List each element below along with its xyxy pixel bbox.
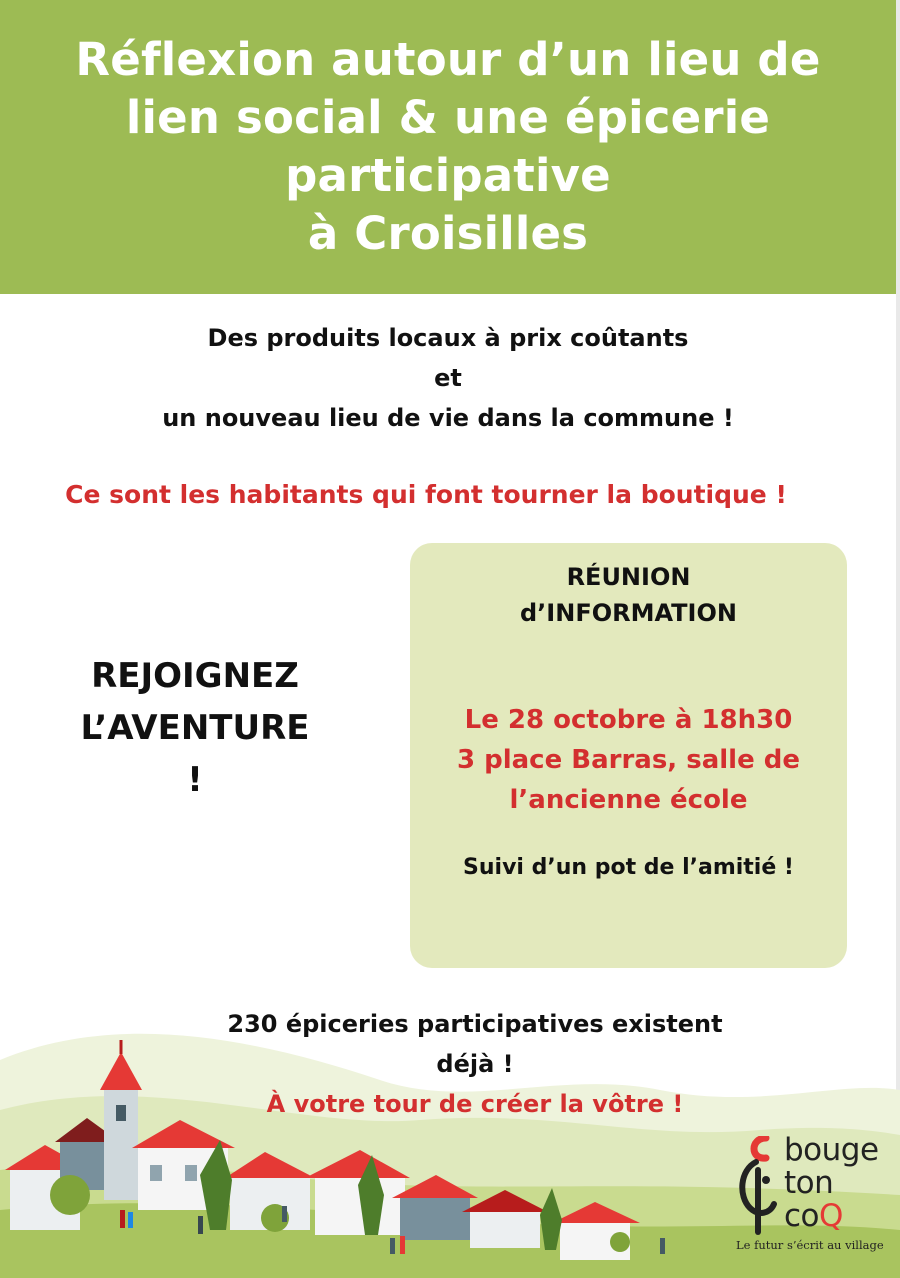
- page-title-line-2: lien social & une épicerie: [125, 91, 771, 144]
- page-title-line-4: à Croisilles: [307, 207, 589, 260]
- logo-wordmark: [784, 1134, 879, 1233]
- cta-line-1: REJOIGNEZ: [91, 656, 299, 696]
- meeting-address-line-2: l’ancienne école: [509, 785, 748, 815]
- logo-word-ton: ton: [784, 1165, 834, 1201]
- intro-text: [0, 318, 896, 438]
- meeting-title: [410, 559, 847, 631]
- logo-word-coq-end: Q: [819, 1198, 843, 1234]
- cta-line-2: L’AVENTURE: [80, 708, 310, 748]
- logo-slogan: Le futur s’écrit au village: [736, 1238, 884, 1252]
- meeting-date: Le 28 octobre à 18h30: [464, 705, 793, 735]
- meeting-title-line-2: d’INFORMATION: [520, 599, 737, 627]
- logo-word-coq-start: co: [784, 1198, 820, 1234]
- logo-word-coq: [784, 1200, 879, 1233]
- footer-line-1: 230 épiceries participatives existent: [227, 1010, 723, 1038]
- footer-text: [220, 1004, 730, 1124]
- footer-line-2: déjà !: [436, 1050, 514, 1078]
- tagline: Ce sont les habitants qui font tourner la boutique !: [65, 480, 787, 509]
- meeting-title-line-1: RÉUNION: [566, 563, 691, 591]
- bouge-ton-coq-logo: [736, 1134, 886, 1264]
- cta-line-3: !: [187, 760, 203, 800]
- rooster-mark-icon: [736, 1136, 782, 1236]
- page-title-line-3: participative: [285, 149, 611, 202]
- meeting-address-line-1: 3 place Barras, salle de: [456, 745, 801, 775]
- page-title-line-1: Réflexion autour d’un lieu de: [75, 33, 821, 86]
- footer-call: À votre tour de créer la vôtre !: [266, 1090, 684, 1118]
- meeting-details: [410, 700, 847, 820]
- call-to-action: [40, 650, 350, 806]
- meeting-followup: Suivi d’un pot de l’amitié !: [463, 855, 794, 880]
- header-banner: [0, 0, 896, 294]
- intro-line-3: un nouveau lieu de vie dans la commune !: [162, 404, 734, 432]
- intro-line-1: Des produits locaux à prix coûtants: [207, 324, 689, 352]
- logo-word-bouge: bouge: [784, 1132, 879, 1168]
- meeting-info-box: [410, 543, 847, 968]
- intro-line-2: et: [434, 364, 462, 392]
